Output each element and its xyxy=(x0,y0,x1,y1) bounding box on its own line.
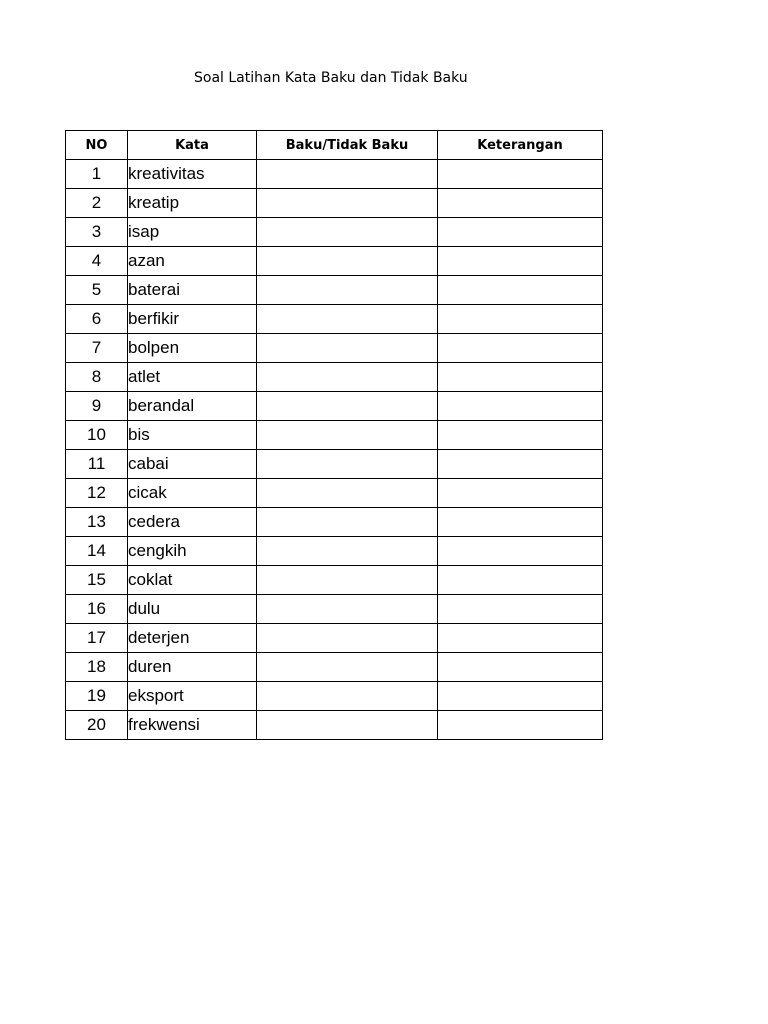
baku-input-cell[interactable] xyxy=(257,711,438,740)
row-number: 3 xyxy=(66,218,128,247)
row-number: 4 xyxy=(66,247,128,276)
table-row xyxy=(66,363,603,392)
baku-input-cell[interactable] xyxy=(257,653,438,682)
baku-input-cell[interactable] xyxy=(257,682,438,711)
row-number: 6 xyxy=(66,305,128,334)
table-row xyxy=(66,247,603,276)
baku-input-cell[interactable] xyxy=(257,305,438,334)
keterangan-input-cell[interactable] xyxy=(438,421,603,450)
row-number: 20 xyxy=(66,711,128,740)
row-number: 14 xyxy=(66,537,128,566)
baku-input-cell[interactable] xyxy=(257,508,438,537)
keterangan-input-cell[interactable] xyxy=(438,479,603,508)
keterangan-input-cell[interactable] xyxy=(438,160,603,189)
keterangan-input-cell[interactable] xyxy=(438,711,603,740)
header-keterangan: Keterangan xyxy=(438,131,603,160)
word-cell: cicak xyxy=(128,479,257,508)
row-number: 13 xyxy=(66,508,128,537)
word-cell: kreatip xyxy=(128,189,257,218)
header-baku: Baku/Tidak Baku xyxy=(257,131,438,160)
word-cell: berandal xyxy=(128,392,257,421)
keterangan-input-cell[interactable] xyxy=(438,334,603,363)
table-row xyxy=(66,218,603,247)
keterangan-input-cell[interactable] xyxy=(438,392,603,421)
word-cell: eksport xyxy=(128,682,257,711)
table-row xyxy=(66,189,603,218)
row-number: 12 xyxy=(66,479,128,508)
table-row xyxy=(66,160,603,189)
baku-input-cell[interactable] xyxy=(257,421,438,450)
word-cell: cabai xyxy=(128,450,257,479)
table-row xyxy=(66,450,603,479)
word-cell: cengkih xyxy=(128,537,257,566)
table-row xyxy=(66,392,603,421)
row-number: 15 xyxy=(66,566,128,595)
keterangan-input-cell[interactable] xyxy=(438,218,603,247)
header-row xyxy=(66,131,603,160)
row-number: 16 xyxy=(66,595,128,624)
word-table xyxy=(65,130,603,740)
row-number: 7 xyxy=(66,334,128,363)
word-cell: frekwensi xyxy=(128,711,257,740)
table-row xyxy=(66,421,603,450)
baku-input-cell[interactable] xyxy=(257,189,438,218)
baku-input-cell[interactable] xyxy=(257,392,438,421)
table-row xyxy=(66,624,603,653)
keterangan-input-cell[interactable] xyxy=(438,537,603,566)
baku-input-cell[interactable] xyxy=(257,276,438,305)
baku-input-cell[interactable] xyxy=(257,450,438,479)
keterangan-input-cell[interactable] xyxy=(438,363,603,392)
keterangan-input-cell[interactable] xyxy=(438,508,603,537)
table-row xyxy=(66,508,603,537)
keterangan-input-cell[interactable] xyxy=(438,624,603,653)
baku-input-cell[interactable] xyxy=(257,595,438,624)
keterangan-input-cell[interactable] xyxy=(438,276,603,305)
word-cell: isap xyxy=(128,218,257,247)
baku-input-cell[interactable] xyxy=(257,218,438,247)
word-cell: atlet xyxy=(128,363,257,392)
keterangan-input-cell[interactable] xyxy=(438,247,603,276)
table-row xyxy=(66,334,603,363)
table-row xyxy=(66,276,603,305)
table-row xyxy=(66,682,603,711)
keterangan-input-cell[interactable] xyxy=(438,595,603,624)
word-cell: bolpen xyxy=(128,334,257,363)
table-row xyxy=(66,595,603,624)
table-row xyxy=(66,537,603,566)
header-kata: Kata xyxy=(128,131,257,160)
page-title: Soal Latihan Kata Baku dan Tidak Baku xyxy=(194,70,468,86)
word-cell: bis xyxy=(128,421,257,450)
table-row xyxy=(66,305,603,334)
word-cell: cedera xyxy=(128,508,257,537)
keterangan-input-cell[interactable] xyxy=(438,682,603,711)
word-cell: baterai xyxy=(128,276,257,305)
table-row xyxy=(66,711,603,740)
row-number: 1 xyxy=(66,160,128,189)
word-cell: kreativitas xyxy=(128,160,257,189)
row-number: 11 xyxy=(66,450,128,479)
baku-input-cell[interactable] xyxy=(257,247,438,276)
table-row xyxy=(66,479,603,508)
row-number: 2 xyxy=(66,189,128,218)
word-cell: dulu xyxy=(128,595,257,624)
keterangan-input-cell[interactable] xyxy=(438,653,603,682)
table-row xyxy=(66,566,603,595)
row-number: 18 xyxy=(66,653,128,682)
baku-input-cell[interactable] xyxy=(257,624,438,653)
baku-input-cell[interactable] xyxy=(257,363,438,392)
keterangan-input-cell[interactable] xyxy=(438,566,603,595)
baku-input-cell[interactable] xyxy=(257,160,438,189)
row-number: 17 xyxy=(66,624,128,653)
keterangan-input-cell[interactable] xyxy=(438,189,603,218)
row-number: 8 xyxy=(66,363,128,392)
word-cell: deterjen xyxy=(128,624,257,653)
word-cell: azan xyxy=(128,247,257,276)
keterangan-input-cell[interactable] xyxy=(438,450,603,479)
baku-input-cell[interactable] xyxy=(257,566,438,595)
word-cell: coklat xyxy=(128,566,257,595)
word-cell: duren xyxy=(128,653,257,682)
header-no: NO xyxy=(66,131,128,160)
keterangan-input-cell[interactable] xyxy=(438,305,603,334)
baku-input-cell[interactable] xyxy=(257,537,438,566)
baku-input-cell[interactable] xyxy=(257,334,438,363)
word-cell: berfikir xyxy=(128,305,257,334)
row-number: 10 xyxy=(66,421,128,450)
table-body xyxy=(66,160,603,740)
row-number: 9 xyxy=(66,392,128,421)
row-number: 5 xyxy=(66,276,128,305)
table-row xyxy=(66,653,603,682)
row-number: 19 xyxy=(66,682,128,711)
baku-input-cell[interactable] xyxy=(257,479,438,508)
